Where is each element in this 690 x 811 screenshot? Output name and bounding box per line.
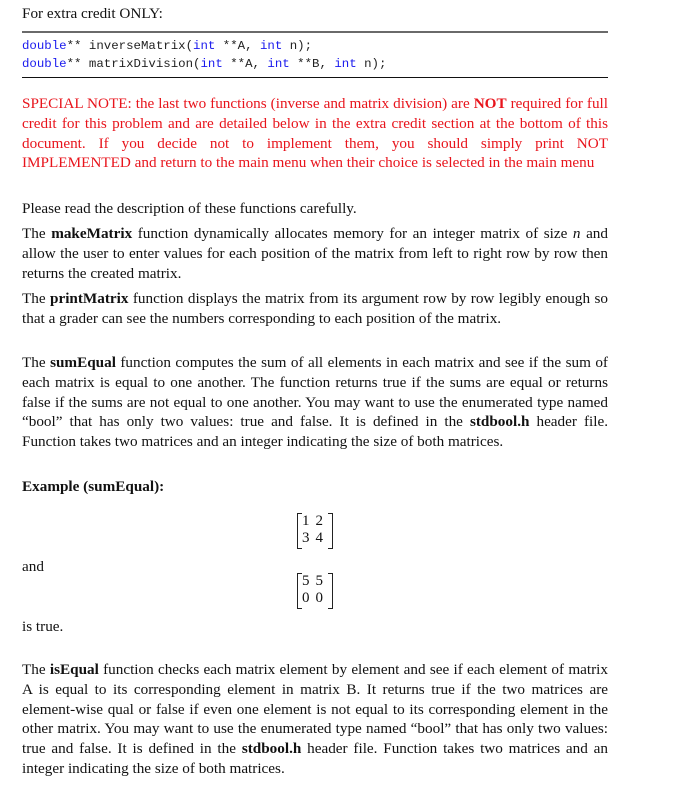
make-matrix-description: The makeMatrix function dynamically allocates memory for an integer matrix of size n and allow the user to enter values for each position of the matrix from left to right row by row then returns the created matrix. (22, 225, 608, 282)
bracket-right (328, 573, 333, 609)
code-line-matrix-division: double** matrixDivision(int **A, int **B, int n); (22, 57, 387, 71)
matrix-a: 1 2 3 4 (297, 513, 333, 547)
extra-credit-heading: For extra credit ONLY: (22, 5, 163, 22)
intro-text: Please read the description of these functions carefully. (22, 200, 357, 217)
bracket-right (328, 513, 333, 549)
code-rule-top (22, 31, 608, 33)
example-result: is true. (22, 618, 64, 635)
print-matrix-description: The printMatrix function displays the matrix from its argument row by row legibly enough so that a grader can see the numbers corresponding to each position of the matrix. (22, 290, 608, 327)
bracket-left (297, 573, 302, 609)
sum-equal-description: The sumEqual function computes the sum of all elements in each matrix and see if the sum of each matrix is equal to one another. The function returns true if the sums are equal or returns false if the sums are not equal to one another. You may want to use the enumerated type named “bool” that has only two values: true and false. It is defined in the stdbool.h header file. Function takes two matrices and an integer indicating the size of both matrices. (22, 354, 608, 451)
bracket-left (297, 513, 302, 549)
example-title: Example (sumEqual): (22, 478, 165, 495)
is-equal-description: The isEqual function checks each matrix element by element and see if each element of matrix A is equal to its corresponding element in matrix B. It returns true if the two matrices are element-wise qual or false if even one element is not equal to its corresponding element in the other matrix. You may want to use the enumerated type named “bool” that has only two values: true and false. It is defined in the stdbool.h header file. Function takes two matrices and an integer indicating the size of both matrices. (22, 661, 609, 777)
matrix-b: 5 5 0 0 (297, 573, 333, 607)
code-line-inverse-matrix: double** inverseMatrix(int **A, int n); (22, 39, 313, 53)
code-rule-bottom (22, 77, 608, 78)
example-connector: and (22, 558, 44, 575)
special-note: SPECIAL NOTE: the last two functions (inverse and matrix division) are NOT required for full credit for this problem and are detailed below in the extra credit section at the bottom of this document. If you decide not to implement them, you should simply print NOT IMPLEMENTED and return to the main menu when their choice is selected in the main menu (22, 95, 608, 172)
